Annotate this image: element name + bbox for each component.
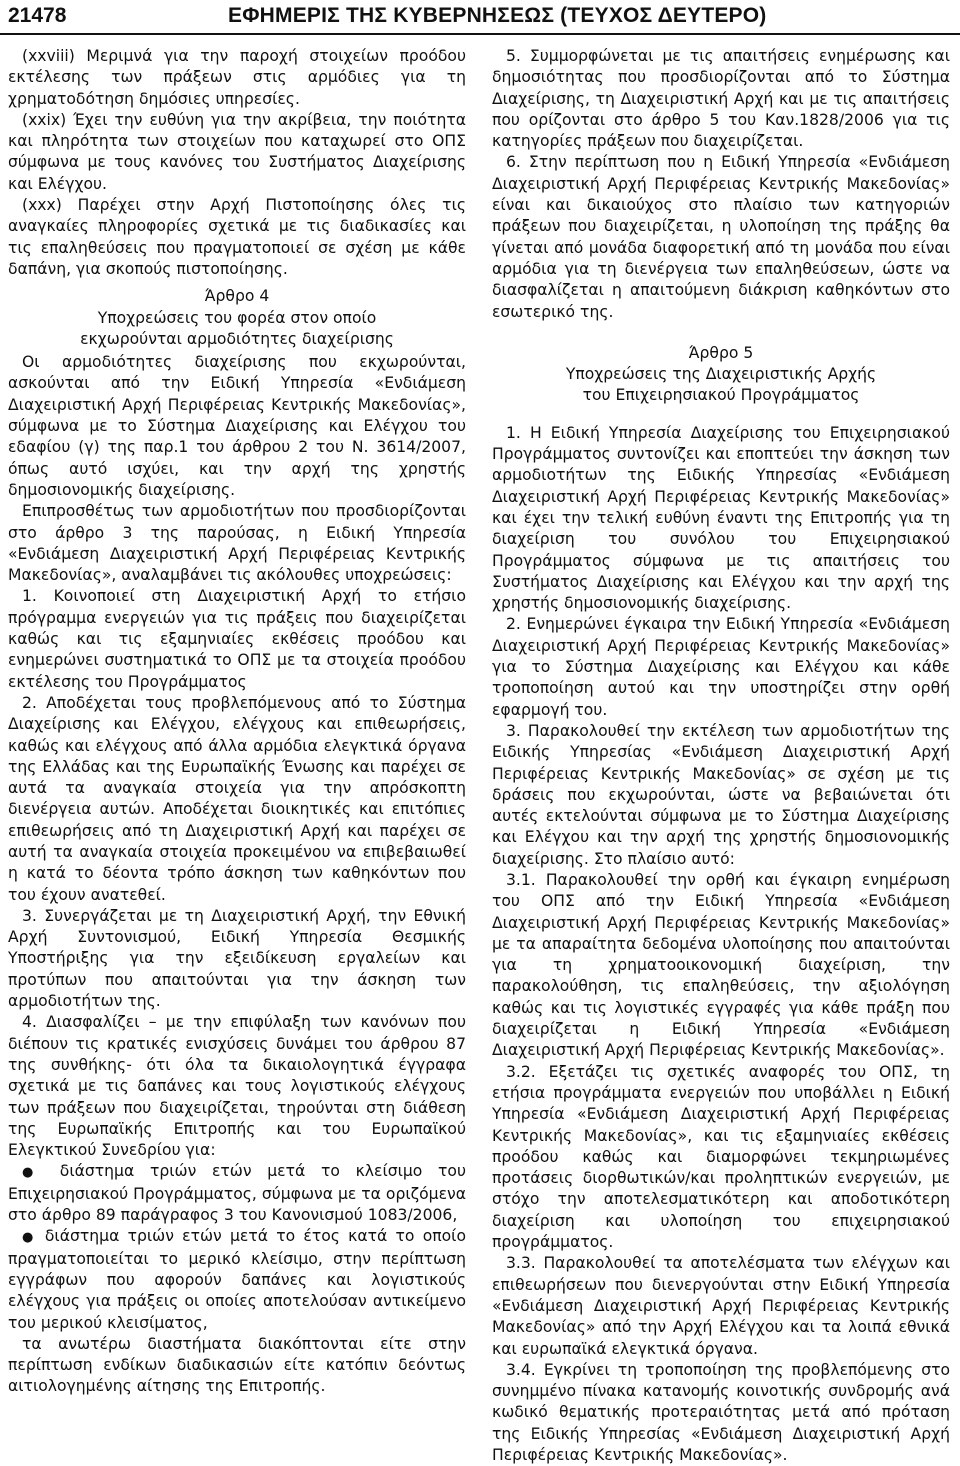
article-5-subtitle-1: Υποχρεώσεις της Διαχειριστικής Αρχής — [565, 365, 877, 384]
paragraph-r1: 1. Η Ειδική Υπηρεσία Διαχείρισης του Επιχειρησιακού Προγράμματος συντονίζει και εποπτεύει την άσκηση των αρμοδιοτήτων της Ειδικής Υπηρεσίας «Ενδιάμεση Διαχειριστική Αρχή Περιφέρειας Κεντρικής Μακεδονίας» και έχει την τελική ευθύνη έναντι της Επιτροπής για τη διαχείριση του συνόλου του Επιχειρησιακού Προγράμματος σύμφωνα με τις απαιτήσεις του Συστήματος Διαχείρισης και Ελέγχου και την αρχή της χρηστής δημοσιονομικής διαχείρισης. — [492, 423, 950, 613]
gazette-title: ΕΦΗΜΕΡΙΣ ΤΗΣ ΚΥΒΕΡΝΗΣΕΩΣ (ΤΕΥΧΟΣ ΔΕΥΤΕΡΟ) — [228, 4, 767, 27]
left-column — [8, 46, 466, 1398]
paragraph-r3-1: 3.1. Παρακολουθεί την ορθή και έγκαιρη ενημέρωση του ΟΠΣ από την Ειδική Υπηρεσία «Ενδιάμεση Διαχειριστική Αρχή Περιφέρειας Κεντρικής Μακεδονίας» με τα απαραίτητα δεδομένα υλοποίησης που απαιτούνται για τη χρηματοοικονομική διαχείριση, την παρακολούθηση, τις επαληθεύσεις, την αξιολόγηση καθώς και τις λογιστικές εγγραφές για κάθε πράξη που διαχειρίζεται η Ειδική Υπηρεσία «Ενδιάμεση Διαχειριστική Αρχή Περιφέρειας Κεντρικής Μακεδονίας». — [492, 870, 950, 1060]
paragraph-r3: 3. Παρακολουθεί την εκτέλεση των αρμοδιοτήτων της Ειδικής Υπηρεσίας «Ενδιάμεση Διαχειριστική Αρχή Περιφέρειας Κεντρικής Μακεδονίας» σε σχέση με τις δράσεις που εκχωρούνται, ώστε να βεβαιώνεται ότι αυτές εκτελούνται σύμφωνα με το Σύστημα Διαχείρισης και Ελέγχου και την αρχή της χρηστής δημοσιονομικής διαχείρισης. Στο πλαίσιο αυτό: — [492, 721, 950, 868]
paragraph-r3-3: 3.3. Παρακολουθεί τα αποτελέσματα των ελέγχων και επιθεωρήσεων που διενεργούνται στην Ειδική Υπηρεσία «Ενδιάμεση Διαχειριστική Αρχή Περιφέρειας Κεντρικής Μακεδονίας» από την Αρχή Ελέγχου και τα λοιπά εθνικά και ευρωπαϊκά ελεγκτικά όργανα. — [492, 1254, 950, 1358]
bullet-item-1 — [8, 1161, 466, 1226]
bullet-text-1: διάστημα τριών ετών μετά το κλείσιμο του Επιχειρησιακού Προγράμματος, σύμφωνα με τα οριζόμενα στο άρθρο 89 παράγραφος 3 του Κανονισμού 1083/2006, — [8, 1162, 466, 1225]
paragraph-5: 5. Συμμορφώνεται με τις απαιτήσεις ενημέρωσης και δημοσιότητας που προσδιορίζονται από το Σύστημα Διαχείρισης, τη Διαχειριστική Αρχή και με τις απαιτήσεις που ορίζονται στο άρθρο 5 του Καν.1828/2006 για τις κατηγορίες πράξεων που διαχειρίζεται. — [492, 47, 950, 151]
paragraph-3: 3. Συνεργάζεται με τη Διαχειριστική Αρχή, την Εθνική Αρχή Συντονισμού, Ειδική Υπηρεσία Θεσμικής Υποστήριξης για την εξειδίκευση εργαλείων και προτύπων που απαιτούνται για την άσκηση των αρμοδιοτήτων της. — [8, 906, 466, 1011]
article-5-title: Άρθρο 5 — [688, 343, 754, 362]
paragraph-r3-4: 3.4. Εγκρίνει τη τροποποίηση της προβλεπόμενης στο συνημμένο πίνακα κατανομής κοινοτικής συνδρομής ανά κωδικό θεματικής προτεραιότητας μετά από πρόταση της Ειδικής Υπηρεσίας «Ενδιάμεση Διαχειριστική Αρχή Περιφέρειας Κεντρικής Μακεδονίας». — [492, 1360, 950, 1464]
paragraph-tail: τα ανωτέρω διαστήματα διακόπτονται είτε στην περίπτωση ενδίκων διαδικασιών είτε κατόπιν δεόντως αιτιολογημένης αίτησης της Επιτροπής. — [8, 1334, 466, 1396]
paragraph-xxix: (xxix) Έχει την ευθύνη για την ακρίβεια, την ποιότητα και πληρότητα των στοιχείων που καταχωρεί στο ΟΠΣ σύμφωνα με τους κανόνες του Συστήματος Διαχείρισης και Ελέγχου. — [8, 110, 466, 193]
paragraph-r2: 2. Ενημερώνει έγκαιρα την Ειδική Υπηρεσία «Ενδιάμεση Διαχειριστική Αρχή Περιφέρειας Κεντρικής Μακεδονίας» για το Σύστημα Διαχείρισης και Ελέγχου και κάθε τροποποίηση αυτού και την υποστηρίζει στην ορθή εφαρμογή του. — [492, 615, 950, 719]
article-4-title: Άρθρο 4 — [204, 287, 270, 306]
bullet-dot-icon: ● — [22, 1230, 37, 1246]
article-5-heading — [492, 343, 950, 407]
article-4-subtitle-1: Υποχρεώσεις του φορέα στον οποίο — [97, 308, 377, 327]
page-number: 21478 — [8, 4, 67, 27]
paragraph-intro: Οι αρμοδιότητες διαχείρισης που εκχωρούνται, ασκούνται από την Ειδική Υπηρεσία «Ενδιάμεση Διαχειριστική Αρχή Περιφέρειας Κεντρικής Μακεδονίας», σύμφωνα με το Σύστημα Διαχείρισης και Ελέγχου του εδαφίου (γ) της παρ.1 του άρθρου 2 του Ν. 3614/2007, όπως αυτό ισχύει, και την αρχή της χρηστής δημοσιονομικής διαχείρισης. — [8, 353, 466, 499]
bullet-dot-icon: ● — [22, 1165, 45, 1181]
paragraph-r3-2: 3.2. Εξετάζει τις σχετικές αναφορές του ΟΠΣ, τη ετήσια προγράμματα ενεργειών που υποβάλλει η Ειδική Υπηρεσία «Ενδιάμεση Διαχειριστική Αρχή Περιφέρειας Κεντρικής Μακεδονίας», και τις εξαμηνιαίες εκθέσεις προόδου καθώς και διαμορφώνει τεκμηριωμένες προτάσεις διορθωτικών/και προληπτικών ενεργειών, με στόχο την αποτελεσματικότερη και αποδοτικότερη διαχείριση και υλοποίηση του επιχειρησιακού προγράμματος. — [492, 1062, 950, 1252]
bullet-item-2 — [8, 1226, 466, 1333]
header-rule — [0, 33, 960, 35]
right-column — [492, 46, 950, 1466]
paragraph-xxx: (xxx) Παρέχει στην Αρχή Πιστοποίησης όλες τις αναγκαίες πληροφορίες σχετικά με τις διαδικασίες και τις επαληθεύσεις που πραγματοποιεί σε σχέση με κάθε δαπάνη, για σκοπούς πιστοποίησης. — [8, 196, 466, 278]
paragraph-4: 4. Διασφαλίζει – με την επιφύλαξη των κανόνων που διέπουν τις κρατικές ενισχύσεις δυνάμει του άρθρου 87 της συνθήκης- ότι όλα τα δικαιολογητικά έγγραφα σχετικά με τις δαπάνες και τους λογιστικούς ελέγχους των πράξεων που διαχειρίζεται, τηρούνται στη διάθεση της Ευρωπαϊκής Επιτροπής και του Ευρωπαϊκού Ελεγκτικού Συνεδρίου για: — [8, 1013, 466, 1160]
paragraph-6: 6. Στην περίπτωση που η Ειδική Υπηρεσία «Ενδιάμεση Διαχειριστική Αρχή Περιφέρειας Κεντρικής Μακεδονίας» είναι και δικαιούχος στο πλαίσιο των κατηγοριών πράξεων που διαχειρίζεται, η υλοποίηση της πράξης θα γίνεται από μονάδα διαφορετική από τη μονάδα που είναι αρμόδια για τη διενέργεια των επαληθεύσεων, ώστε να διασφαλίζεται η απαιτούμενη διάκριση καθηκόντων στο εσωτερικό της. — [492, 153, 950, 321]
paragraph-1: 1. Κοινοποιεί στη Διαχειριστική Αρχή το ετήσιο πρόγραμμα ενεργειών για τις πράξεις που διαχειρίζεται καθώς και τις εξαμηνιαίες εκθέσεις προόδου και ενημερώνει συστηματικά το ΟΠΣ με τα στοιχεία προόδου εκτέλεσης του Προγράμματος — [8, 587, 466, 691]
article-5-subtitle-2: του Επιχειρησιακού Προγράμματος — [582, 386, 860, 405]
page-header — [0, 0, 960, 36]
paragraph-2: 2. Αποδέχεται τους προβλεπόμενους από το Σύστημα Διαχείρισης και Ελέγχου, ελέγχους και επιθεωρήσεις, καθώς και ελέγχους από άλλα αρμόδια ελεγκτικά όργανα της Ελλάδας και της Ευρωπαϊκής Ένωσης και παρέχει σε αυτά τα αναγκαία στοιχεία για την απρόσκοπτη διενέργεια αυτών. Αποδέχεται διοικητικές και επιτόπιες επιθεωρήσεις από τη Διαχειριστική Αρχή και παρέχει σε αυτή τα αναγκαία στοιχεία προκειμένου να επιβεβαιωθεί η κατά το δέοντα τρόπο άσκηση των καθηκόντων που του έχουν ανατεθεί. — [8, 693, 466, 904]
article-4-subtitle-2: εκχωρούνται αρμοδιότητες διαχείρισης — [80, 329, 394, 348]
article-4-heading — [8, 286, 466, 350]
paragraph-additional: Επιπροσθέτως των αρμοδιοτήτων που προσδιορίζονται στο άρθρο 3 της παρούσας, η Ειδική Υπηρεσία «Ενδιάμεση Διαχειριστική Αρχή Περιφέρειας Κεντρικής Μακεδονίας», αναλαμβάνει τις ακόλουθες υποχρεώσεις: — [8, 502, 466, 585]
bullet-text-2: διάστημα τριών ετών μετά το έτος κατά το οποίο πραγματοποιείται το μερικό κλείσιμο, στην περίπτωση εγγράφων που αφορούν δαπάνες και λογιστικούς ελέγχους για πράξεις οι οποίες αποτελούσαν αντικείμενο του μερικού κλεισίματος, — [8, 1227, 466, 1332]
paragraph-xxviii: (xxviii) Μεριμνά για την παροχή στοιχείων προόδου εκτέλεσης των πράξεων στις αρμόδιες για τη χρηματοδότηση δημόσιες υπηρεσίες. — [8, 47, 466, 108]
